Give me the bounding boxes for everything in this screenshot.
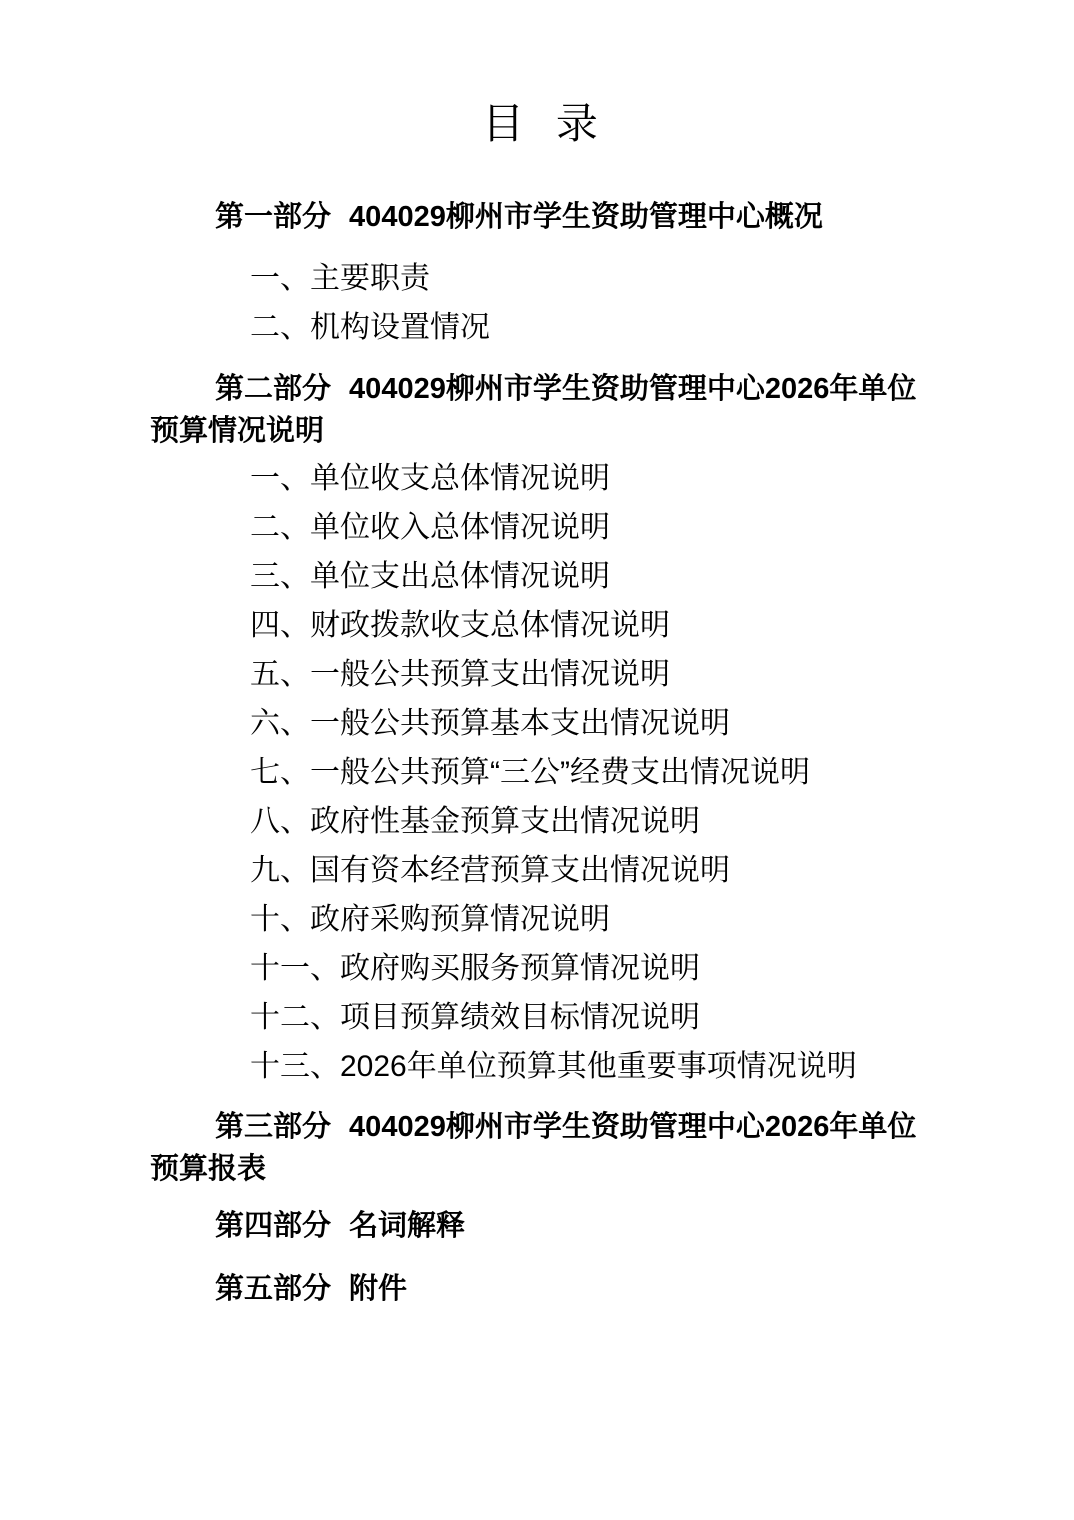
toc-item: 八、政府性基金预算支出情况说明 bbox=[250, 805, 700, 838]
toc-item: 二、单位收入总体情况说明 bbox=[250, 511, 610, 544]
toc-item: 七、一般公共预算“三公”经费支出情况说明 bbox=[250, 756, 810, 789]
toc-section-part-1 bbox=[150, 196, 930, 352]
toc-part-1-heading: 第一部分 404029柳州市学生资助管理中心概况 bbox=[215, 201, 823, 233]
toc-section-part-5 bbox=[150, 1268, 930, 1310]
toc-item: 十三、2026年单位预算其他重要事项情况说明 bbox=[250, 1050, 857, 1083]
toc-part-2-items bbox=[150, 454, 930, 1091]
toc-item: 五、一般公共预算支出情况说明 bbox=[250, 658, 670, 691]
toc-item: 一、主要职责 bbox=[250, 262, 430, 295]
toc-item: 三、单位支出总体情况说明 bbox=[250, 560, 610, 593]
toc-item: 一、单位收支总体情况说明 bbox=[250, 462, 610, 495]
toc-part-4-heading: 第四部分 名词解释 bbox=[215, 1210, 466, 1242]
toc-section-part-4 bbox=[150, 1205, 930, 1247]
toc-section-part-2 bbox=[150, 368, 930, 1091]
toc-part-1-items bbox=[150, 254, 930, 352]
toc-part-2-heading: 第二部分 404029柳州市学生资助管理中心2026年单位预算情况说明 bbox=[150, 373, 917, 447]
toc-item: 六、一般公共预算基本支出情况说明 bbox=[250, 707, 730, 740]
toc-item: 九、国有资本经营预算支出情况说明 bbox=[250, 854, 730, 887]
toc-part-5-heading: 第五部分 附件 bbox=[215, 1273, 408, 1305]
toc-item: 四、财政拨款收支总体情况说明 bbox=[250, 609, 670, 642]
toc-section-part-3 bbox=[150, 1106, 930, 1190]
toc-item: 二、机构设置情况 bbox=[250, 311, 490, 344]
toc-item: 十、政府采购预算情况说明 bbox=[250, 903, 610, 936]
toc-item: 十一、政府购买服务预算情况说明 bbox=[250, 952, 700, 985]
toc-part-3-heading: 第三部分 404029柳州市学生资助管理中心2026年单位预算报表 bbox=[150, 1111, 917, 1185]
page-title: 目 录 bbox=[482, 100, 598, 147]
toc-item: 十二、项目预算绩效目标情况说明 bbox=[250, 1001, 700, 1034]
